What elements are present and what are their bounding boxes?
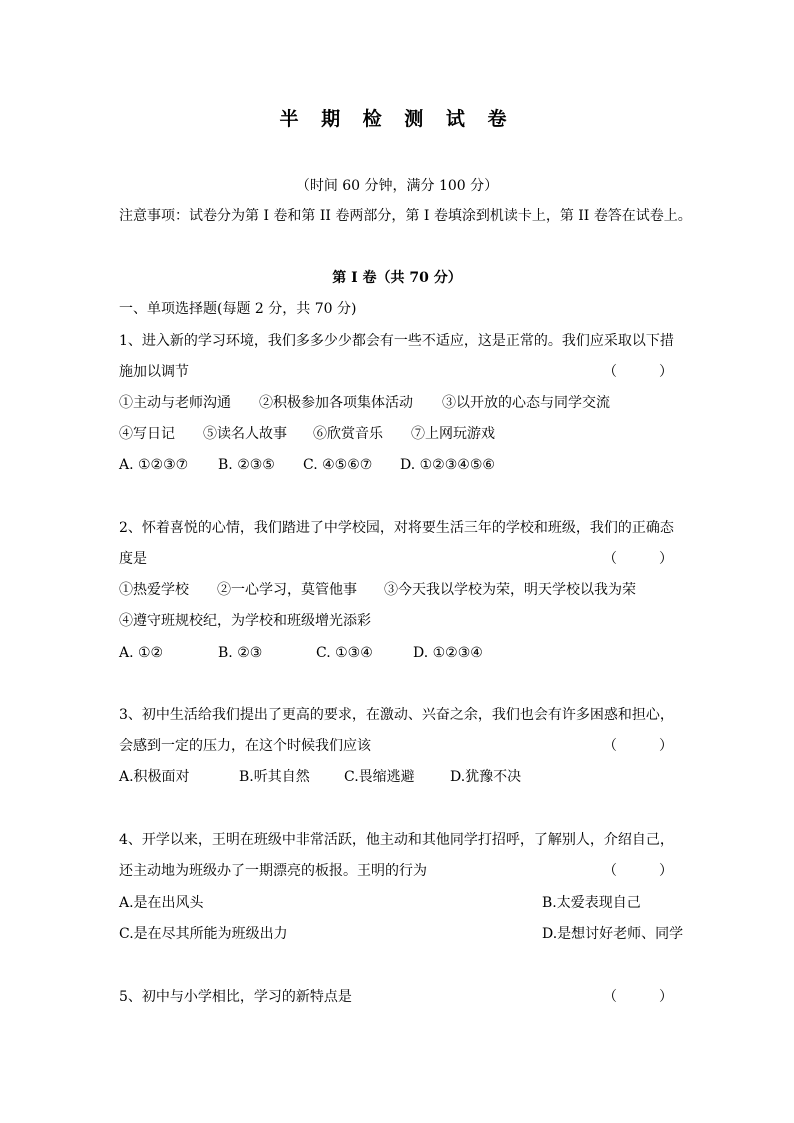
q1-option-d: D. ①②③④⑤⑥ xyxy=(400,457,495,473)
exam-notice: 注意事项：试卷分为第 I 卷和第 II 卷两部分，第 I 卷填涂到机读卡上，第 II 卷答在试卷上。 xyxy=(119,208,692,224)
q2-stem-line2: 度是 xyxy=(119,551,147,567)
section-title: 第 I 卷（共 70 分） xyxy=(332,270,462,286)
q1-item-7: ⑦上网玩游戏 xyxy=(411,426,495,442)
q2-answer-blank: （ ） xyxy=(603,551,673,567)
q1-item-2: ②积极参加各项集体活动 xyxy=(259,395,413,411)
q3-option-d: D.犹豫不决 xyxy=(450,769,522,785)
q2-option-d: D. ①②③④ xyxy=(413,645,483,661)
q1-item-3: ③以开放的心态与同学交流 xyxy=(442,395,610,411)
q3-option-a: A.积极面对 xyxy=(119,769,190,785)
q2-items-row1 xyxy=(119,580,675,600)
q4-option-d: D.是想讨好老师、同学 xyxy=(542,926,684,942)
q3-option-b: B.听其自然 xyxy=(239,769,310,785)
q1-stem-line2: 施加以调节 xyxy=(119,364,189,380)
q2-item-3: ③今天我以学校为荣，明天学校以我为荣 xyxy=(384,582,636,598)
q4-options-row1 xyxy=(119,893,675,913)
exam-subtitle: （时间 60 分钟，满分 100 分） xyxy=(295,178,499,194)
q3-answer-blank: （ ） xyxy=(603,738,673,754)
q1-options xyxy=(119,455,675,475)
q4-stem-line2: 还主动地为班级办了一期漂亮的板报。王明的行为 xyxy=(119,863,427,879)
q1-answer-blank: （ ） xyxy=(603,364,673,380)
q1-items-row2 xyxy=(119,424,675,444)
q1-items-row1 xyxy=(119,393,675,413)
exam-title: 半 期 检 测 试 卷 xyxy=(279,108,515,130)
q4-stem-line1: 4、开学以来，王明在班级中非常活跃，他主动和其他同学打招呼，了解别人，介绍自己， xyxy=(119,832,674,848)
q3-options xyxy=(119,767,675,787)
part-heading: 一、单项选择题(每题 2 分，共 70 分) xyxy=(119,301,357,317)
q2-options xyxy=(119,643,675,663)
q2-item-1: ①热爱学校 xyxy=(119,582,189,598)
q2-item-2: ②一心学习，莫管他事 xyxy=(217,582,357,598)
q1-item-4: ④写日记 xyxy=(119,426,175,442)
q4-option-b: B.太爱表现自己 xyxy=(542,895,641,911)
q1-option-b: B. ②③⑤ xyxy=(218,457,275,473)
q2-item-4: ④遵守班规校纪，为学校和班级增光添彩 xyxy=(119,613,371,629)
q4-option-c: C.是在尽其所能为班级出力 xyxy=(119,926,288,942)
q1-stem-line1: 1、进入新的学习环境，我们多多少少都会有一些不适应，这是正常的。我们应采取以下措 xyxy=(119,333,674,349)
q3-stem-line1: 3、初中生活给我们提出了更高的要求，在激动、兴奋之余，我们也会有许多困惑和担心， xyxy=(119,707,674,723)
q1-item-1: ①主动与老师沟通 xyxy=(119,395,231,411)
q4-options-row2 xyxy=(119,924,684,944)
q2-option-a: A. ①② xyxy=(119,645,164,661)
q5-stem-line1: 5、初中与小学相比，学习的新特点是 xyxy=(119,989,352,1005)
q3-option-c: C.畏缩逃避 xyxy=(344,769,415,785)
q2-option-b: B. ②③ xyxy=(218,645,263,661)
q1-option-c: C. ④⑤⑥⑦ xyxy=(303,457,373,473)
q4-answer-blank: （ ） xyxy=(603,863,673,879)
q3-stem-line2: 会感到一定的压力，在这个时候我们应该 xyxy=(119,738,371,754)
q2-option-c: C. ①③④ xyxy=(316,645,373,661)
q5-answer-blank: （ ） xyxy=(603,989,673,1005)
q4-option-a: A.是在出风头 xyxy=(119,895,204,911)
q2-stem-line1: 2、怀着喜悦的心情，我们踏进了中学校园，对将要生活三年的学校和班级，我们的正确态 xyxy=(119,520,674,536)
q1-option-a: A. ①②③⑦ xyxy=(119,457,189,473)
q1-item-6: ⑥欣赏音乐 xyxy=(313,426,383,442)
q1-item-5: ⑤读名人故事 xyxy=(203,426,287,442)
